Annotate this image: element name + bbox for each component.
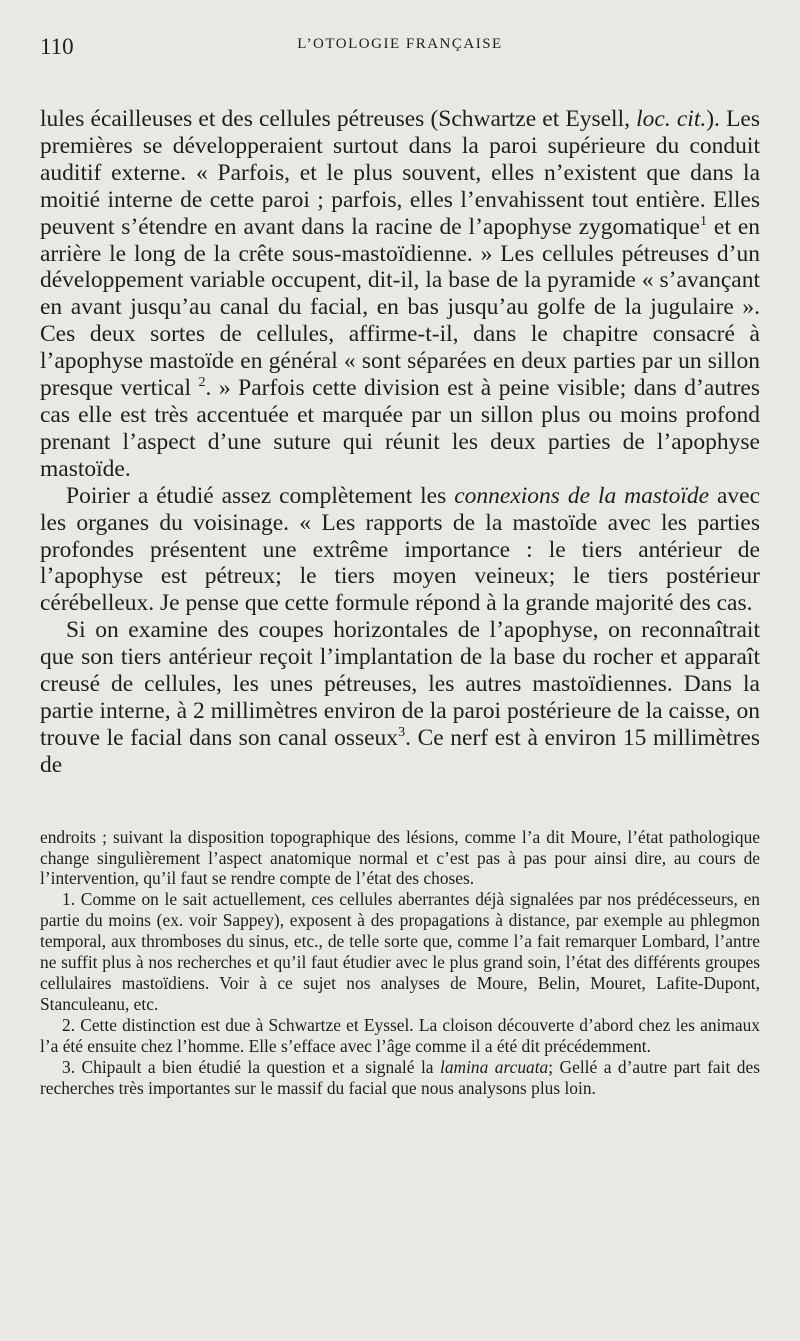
citation-loc-cit: loc. cit. [636, 106, 707, 132]
footnotes [40, 827, 760, 1099]
paragraph-2-text-a: Poirier a étudié assez complètement les [66, 482, 455, 509]
paragraph-2 [40, 483, 760, 618]
page-header [40, 30, 760, 60]
running-head: L’OTOLOGIE FRANÇAISE [297, 36, 503, 52]
footnote-3-text-a: 3. Chipault a bien étudié la question et a signalé la [62, 1056, 440, 1077]
paragraph-1-text-d: . » Parfois cette division est à peine visible; dans d’autres cas elle est très accentuée et marquée par un sillon plus ou moins profond prenant l’aspect d’une suture qui réunit les deux parties de l’apophyse mastoïde. [40, 375, 760, 482]
paragraph-1 [40, 106, 760, 483]
paragraph-3-text-a: Si on examine des coupes horizontales de l’apophyse, on reconnaîtrait que son tiers antérieur reçoit l’implantation de la base du rocher et apparaît creusé de cellules, les unes pétreuses, les autres mastoïdiennes. Dans la partie interne, à 2 millimètres environ de la paroi postérieure de la caisse, on trouve le facial dans son canal osseux [40, 617, 760, 751]
footnote-1: 1. Comme on le sait actuellement, ces cellules aberrantes déjà signalées par nos prédécesseurs, en partie du moins (ex. voir Sappey), exposent à des propagations à distance, par exemple au phlegmon temporal, aux thromboses du sinus, etc., de telle sorte que, comme l’a fait remarquer Lombard, l’antre ne suffit plus à nos recherches et qu’il faut étudier avec le plus grand soin, l’état des différents groupes cellulaires mastoïdiens. Voir à ce sujet nos analyses de Moure, Belin, Mouret, Lafite-Dupont, Stanculeanu, etc. [40, 889, 760, 1014]
footnote-3 [40, 1057, 760, 1099]
footnote-2: 2. Cette distinction est due à Schwartze et Eyssel. La cloison découverte d’abord chez les animaux l’a été ensuite chez l’homme. Elle s’efface avec l’âge comme il a été dit précédemment. [40, 1014, 760, 1056]
paragraph-1-text-a: lules écailleuses et des cellules pétreuses (Schwartze et Eysell, [40, 106, 637, 132]
footnote-3-text-b: ; Gellé a d’autre part fait des recherches très importantes sur le massif du facial que nous analysons plus loin. [40, 1056, 760, 1098]
footnote-3-emphasis: lamina arcuata [439, 1056, 549, 1077]
footnote-continued: endroits ; suivant la disposition topographique des lésions, comme l’a dit Moure, l’état pathologique change singulièrement l’aspect anatomique normal et c’est pas à pas pour ainsi dire, au cours de l’intervention, qu’il faut se rendre compte de l’état des choses. [40, 826, 760, 889]
footnote-ref-3: 3 [398, 723, 406, 740]
footnote-ref-1: 1 [699, 212, 708, 229]
main-text [40, 106, 760, 779]
paragraph-3 [40, 617, 760, 778]
paragraph-3-text-b: . Ce nerf est à environ 15 millimètres de [40, 724, 760, 778]
paragraph-1-text-b: ). Les premières se développeraient surtout dans la paroi supérieure du conduit auditif externe. « Parfois, et le plus souvent, elles n’existent que dans la moitié interne de cette paroi ; parfois, elles l’envahissent tout entière. Elles peuvent s’étendre en avant dans la racine de l’apophyse zygomatique [40, 106, 760, 240]
paragraph-2-text-b: avec les organes du voisinage. « Les rapports de la mastoïde avec les parties profondes présentent une extrême importance : le tiers antérieur de l’apophyse est pétreux; le tiers moyen veineux; le tiers postérieur cérébelleux. Je pense que cette formule répond à la grande majorité des cas. [40, 482, 761, 617]
footnote-ref-2: 2 [198, 373, 206, 390]
page-number: 110 [40, 34, 74, 59]
paragraph-1-text-c: et en arrière le long de la crête sous-mastoïdienne. » Les cellules pétreuses d’un développement variable occupent, dit-il, la base de la pyramide « s’avançant en avant jusqu’au canal du facial, en bas jusqu’au golfe de la jugulaire ». Ces deux sortes de cellules, affirme-t-il, dans le chapitre consacré à l’apophyse mastoïde en général « sont séparées en deux parties par un sillon presque vertical [40, 213, 760, 402]
paragraph-2-emphasis: connexions de la mastoïde [454, 482, 710, 509]
